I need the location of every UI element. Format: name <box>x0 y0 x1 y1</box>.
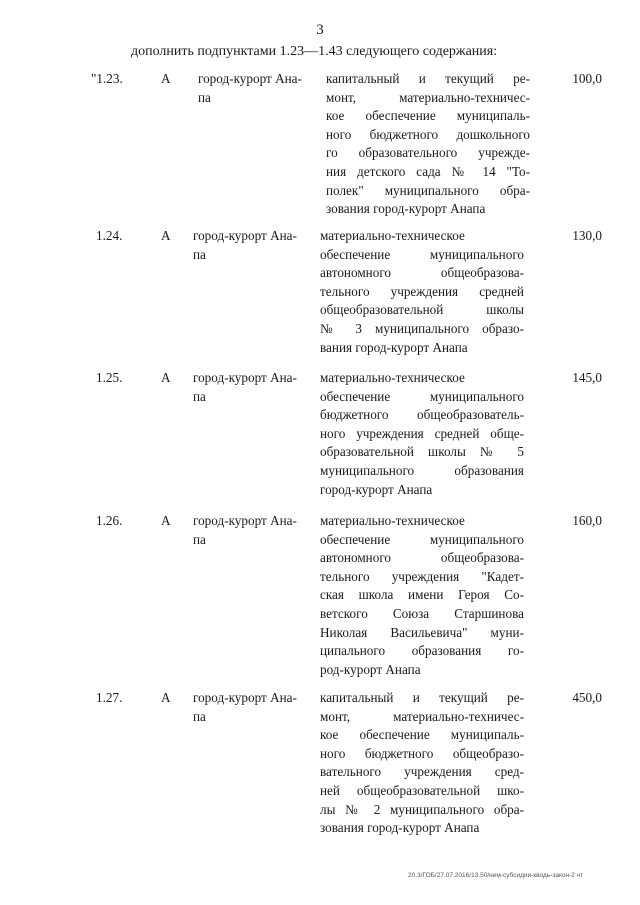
description-line: зования город-курорт Анапа <box>326 201 486 217</box>
item-amount: 130,0 <box>572 228 602 243</box>
description-line: тельного учреждения средней <box>320 283 524 299</box>
municipality-line: па <box>193 246 206 262</box>
description-line: общеобразовательной школы <box>320 302 524 318</box>
description-line: род-курорт Анапа <box>320 661 421 677</box>
description-line: ципального образования го- <box>320 643 524 659</box>
municipality-name <box>193 227 311 264</box>
municipality-name <box>193 369 311 406</box>
item-description <box>326 70 530 219</box>
description-line: материально-техническое <box>320 370 465 385</box>
description-line: ного бюджетного дошкольного <box>326 126 530 142</box>
item-description <box>320 227 524 357</box>
item-number: 1.24. <box>96 228 123 243</box>
description-line: ветского Союза Старшинова <box>320 605 524 621</box>
intro-text: дополнить подпунктами 1.23—1.43 следующего содержания: <box>131 44 498 59</box>
description-line: автономного общеобразова- <box>320 550 524 566</box>
description-line: полек" муниципального обра- <box>326 182 530 198</box>
item-description <box>320 369 524 499</box>
item-number: 1.25. <box>96 370 123 385</box>
municipality-line: город-курорт Ана- <box>198 71 302 86</box>
municipality-name <box>193 512 311 549</box>
description-line: монт, материально-техничес- <box>326 89 530 105</box>
item-amount: 145,0 <box>572 370 602 385</box>
description-line: монт, материально-техничес- <box>320 708 524 724</box>
description-line: город-курорт Анапа <box>320 481 433 497</box>
item-amount: 450,0 <box>572 690 602 705</box>
item-amount: 160,0 <box>572 513 602 528</box>
municipality-line: па <box>193 708 206 724</box>
item-number: 1.26. <box>96 513 123 528</box>
description-line: ного бюджетного общеобразо- <box>320 745 524 761</box>
item-description <box>320 689 524 838</box>
description-line: обеспечение муниципального <box>320 388 524 404</box>
description-line: № 3 муниципального образо- <box>320 320 524 336</box>
description-line: материально-техническое <box>320 228 465 243</box>
municipality-line: город-курорт Ана- <box>193 370 297 385</box>
description-line: ней общеобразовательной шко- <box>320 782 524 798</box>
description-line: ская школа имени Героя Со- <box>320 587 524 603</box>
description-line: автономного общеобразова- <box>320 265 524 281</box>
municipality-line: город-курорт Ана- <box>193 513 297 528</box>
municipality-name <box>198 70 316 107</box>
item-amount: 100,0 <box>572 71 602 86</box>
description-line: зования город-курорт Анапа <box>320 820 480 836</box>
description-line: ного учреждения средней обще- <box>320 425 524 441</box>
description-line: ния детского сада № 14 "То- <box>326 163 530 179</box>
municipality-line: город-курорт Ана- <box>193 228 297 243</box>
description-line: обеспечение муниципального <box>320 531 524 547</box>
description-line: обеспечение муниципального <box>320 246 524 262</box>
description-line: кое обеспечение муниципаль- <box>326 108 530 124</box>
municipality-line: город-курорт Ана- <box>193 690 297 705</box>
description-line: капитальный и текущий ре- <box>326 71 530 86</box>
description-line: бюджетного общеобразователь- <box>320 407 524 423</box>
municipality-line: па <box>193 531 206 547</box>
page-number: 3 <box>316 22 324 38</box>
item-number: 1.27. <box>96 690 123 705</box>
item-category: А <box>161 690 171 705</box>
footer-code: 20.3/ГОБ/27.07.2016/13.50/нем-субсидии-кводь-закон-2 чт <box>408 872 584 879</box>
municipality-name <box>193 689 311 726</box>
description-line: вания город-курорт Анапа <box>320 339 468 355</box>
item-description <box>320 512 524 679</box>
description-line: Николая Васильевича" муни- <box>320 624 524 640</box>
municipality-line: па <box>193 388 206 404</box>
description-line: тельного учреждения "Кадет- <box>320 568 524 584</box>
item-category: А <box>161 228 171 243</box>
description-line: кое обеспечение муниципаль- <box>320 727 524 743</box>
description-line: го образовательного учрежде- <box>326 145 530 161</box>
item-category: А <box>161 513 171 528</box>
municipality-line: па <box>198 89 211 105</box>
description-line: материально-техническое <box>320 513 465 528</box>
item-category: А <box>161 370 171 385</box>
description-line: образовательной школы № 5 <box>320 444 524 460</box>
description-line: муниципального образования <box>320 462 524 478</box>
description-line: лы № 2 муниципального обра- <box>320 801 524 817</box>
description-line: вательного учреждения сред- <box>320 764 524 780</box>
item-number: "1.23. <box>91 71 123 86</box>
item-category: А <box>161 71 171 86</box>
description-line: капитальный и текущий ре- <box>320 690 524 705</box>
